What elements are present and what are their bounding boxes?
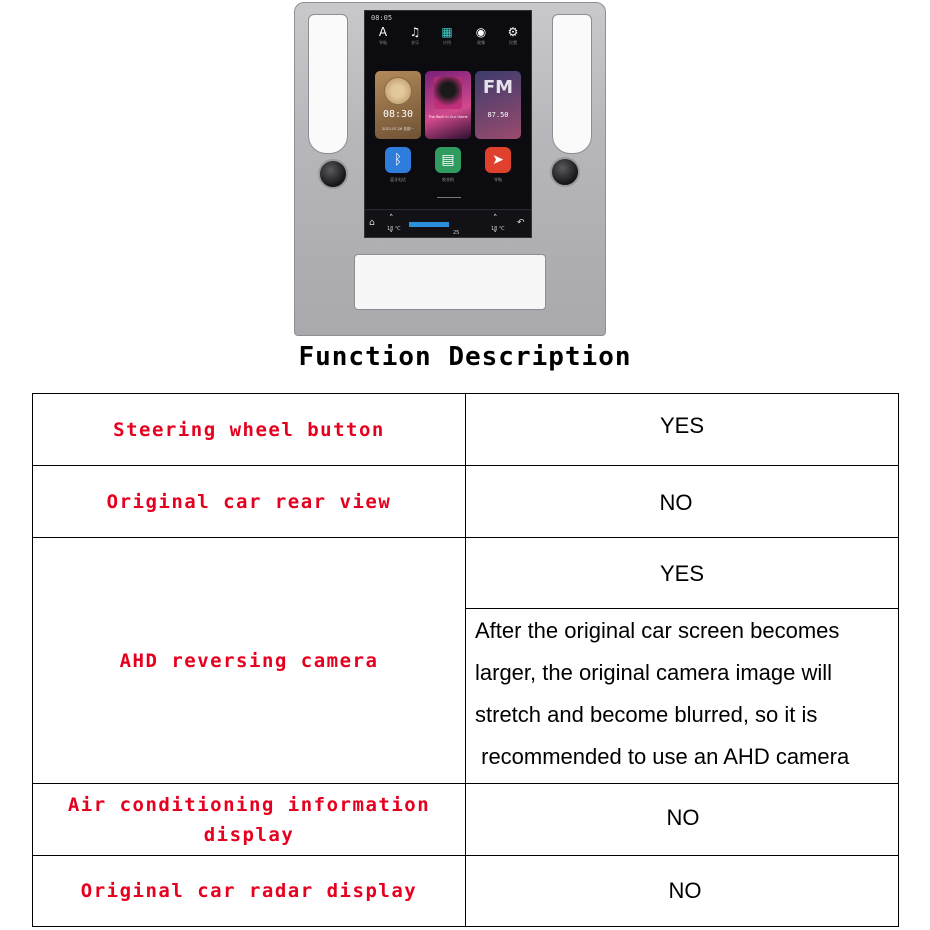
settings-icon: ⚙ 设置 bbox=[507, 25, 519, 45]
climate-bar bbox=[365, 209, 532, 238]
album-art bbox=[434, 77, 462, 109]
function-table bbox=[32, 393, 899, 927]
value-rear-view: NO bbox=[659, 490, 693, 515]
clock-widget bbox=[375, 71, 421, 139]
radio-icon: ▤ bbox=[435, 147, 461, 173]
video-icon: ◉ 视频 bbox=[475, 25, 487, 45]
feature-steering-wheel: Steering wheel button bbox=[113, 418, 385, 441]
left-temperature: 18 ℃ bbox=[387, 226, 401, 232]
fm-logo: FM bbox=[482, 77, 514, 98]
bluetooth-app: ᛒ 蓝牙电话 bbox=[375, 147, 421, 191]
feature-radar-display: Original car radar display bbox=[80, 880, 418, 902]
radio-app: ▤ 收音机 bbox=[425, 147, 471, 191]
feature-rear-view: Original car rear view bbox=[106, 490, 392, 513]
chevron-down-icon: ˅ bbox=[389, 230, 394, 238]
right-knob bbox=[550, 157, 580, 187]
page-title: Function Description bbox=[298, 342, 632, 372]
value-steering-wheel: YES bbox=[659, 413, 705, 438]
status-time: 08:05 bbox=[371, 14, 393, 22]
bluetooth-icon: ᛒ bbox=[385, 147, 411, 173]
product-image bbox=[294, 2, 606, 336]
chevron-up-icon: ˄ bbox=[389, 214, 394, 224]
clock-face-icon bbox=[384, 77, 412, 105]
ahd-camera-note: After the original car screen becomes larger, the original camera image will stretch and become blurred, so it is recommended to use an AHD camera bbox=[475, 618, 850, 769]
navigation-arrow-icon: ➤ bbox=[485, 147, 511, 173]
lower-panel-slot bbox=[354, 254, 546, 310]
chevron-up-icon: ˄ bbox=[493, 214, 498, 224]
left-knob bbox=[318, 159, 348, 189]
top-icon-row bbox=[369, 25, 529, 53]
music-widget bbox=[425, 71, 471, 139]
right-temperature: 18 ℃ bbox=[491, 226, 505, 232]
music-icon: ♫ 音乐 bbox=[409, 25, 421, 45]
feature-air-conditioning: Air conditioning information display bbox=[67, 793, 431, 846]
value-radar-display: NO bbox=[668, 878, 702, 903]
apps-icon: ▦ 应用 bbox=[441, 25, 453, 45]
feature-ahd-camera: AHD reversing camera bbox=[119, 649, 379, 672]
navigation-app: ➤ 导航 bbox=[475, 147, 521, 191]
navigation-icon: A 导航 bbox=[378, 25, 388, 45]
fm-frequency: 87.50 bbox=[487, 111, 509, 119]
left-air-vent bbox=[308, 14, 348, 154]
head-unit-screen bbox=[364, 10, 532, 238]
clock-time: 08:30 bbox=[382, 109, 414, 120]
fan-level-bar bbox=[409, 222, 449, 227]
value-ahd-camera: YES bbox=[659, 561, 705, 586]
music-title: The Rock In Our Home bbox=[428, 115, 468, 119]
cell-divider bbox=[466, 608, 898, 609]
right-air-vent bbox=[552, 14, 592, 154]
page-indicator bbox=[437, 197, 461, 198]
value-air-conditioning: NO bbox=[666, 805, 700, 830]
column-divider bbox=[465, 394, 466, 926]
home-icon: ⌂ bbox=[369, 218, 375, 228]
radio-widget bbox=[475, 71, 521, 139]
chevron-down-icon: ˅ bbox=[493, 230, 498, 238]
back-icon: ↶ bbox=[517, 218, 525, 228]
fan-level: 25 bbox=[453, 230, 460, 236]
clock-date: 2021.07.26 星期一 bbox=[382, 127, 414, 131]
